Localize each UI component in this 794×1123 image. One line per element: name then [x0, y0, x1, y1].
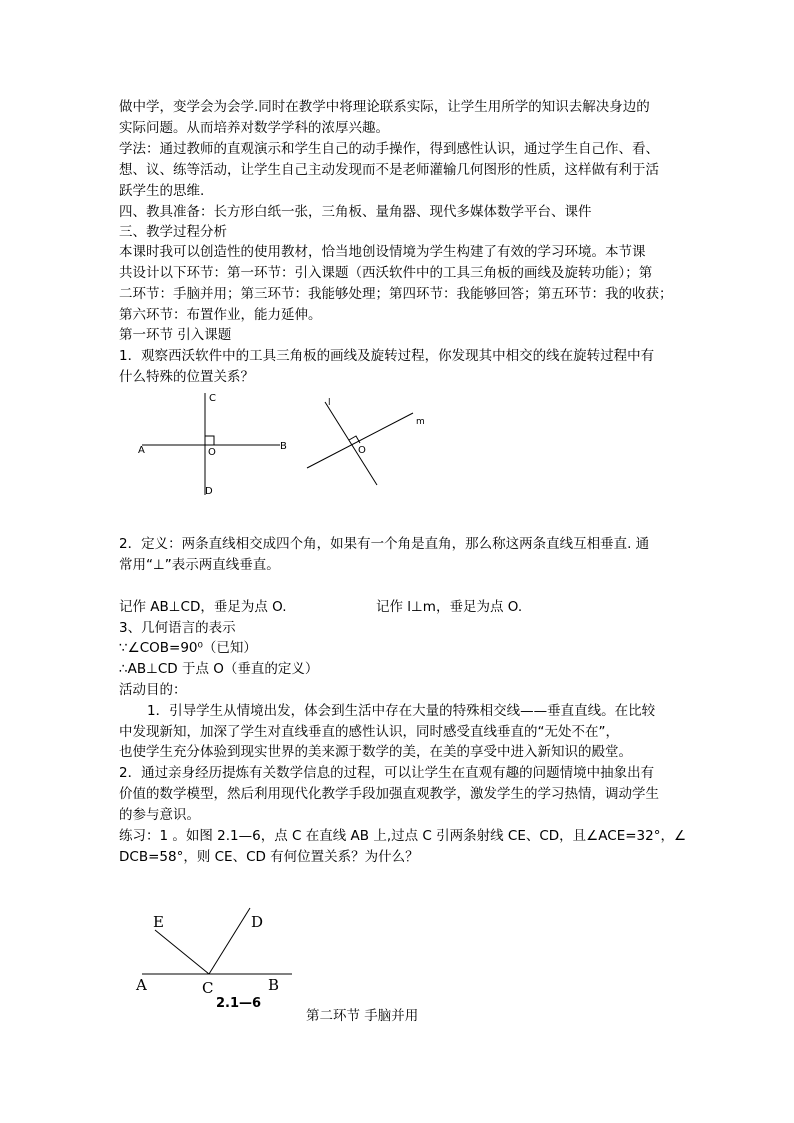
text-line: 活动目的： — [119, 682, 187, 698]
label-d: D — [205, 486, 213, 497]
text-line: 1．引导学生从情境出发，体会到生活中存在大量的特殊相交线——垂直直线。在比较 — [147, 703, 656, 719]
definition-line: 2．定义：两条直线相交成四个角，如果有一个角是直角，那么称这两条直线互相垂直. 通 — [119, 536, 650, 552]
label-c: C — [209, 393, 216, 404]
formula-line: ∴AB⊥CD 于点 O（垂直的定义） — [119, 661, 319, 677]
heading-process-analysis: 三、教学过程分析 — [119, 224, 227, 240]
text-line: 想、议、练等活动，让学生自己主动发现而不是老师灌输几何图形的性质，这样做有利于活 — [119, 162, 659, 178]
notation-ab-cd: 记作 AB⊥CD，垂足为点 O. — [119, 599, 287, 615]
figure-perpendicular-l-m — [300, 390, 435, 490]
notation-l-m: 记作 l⊥m，垂足为点 O. — [376, 599, 523, 615]
label-d: D — [251, 913, 264, 931]
text-line: 2．通过亲身经历提炼有关数学信息的过程，可以让学生在直观有趣的问题情境中抽象出有 — [119, 765, 655, 781]
exercise-line: DCB=58°，则 CE、CD 有何位置关系？为什么？ — [119, 849, 419, 865]
label-l: l — [328, 398, 331, 408]
label-c: C — [202, 979, 214, 997]
text-line: 什么特殊的位置关系？ — [119, 369, 254, 385]
text-line: 价值的数学模型，然后利用现代化教学手段加强直观教学，激发学生的学习热情，调动学生 — [119, 786, 659, 802]
label-o: O — [358, 445, 366, 456]
section-heading-2: 第二环节 手脑并用 — [306, 1008, 419, 1024]
exercise-line: 练习：1 。如图 2.1—6，点 C 在直线 AB 上,过点 C 引两条射线 CE、CD，且∠ACE=32°，∠ — [119, 828, 687, 844]
label-a: A — [138, 445, 145, 456]
heading-teaching-aids: 四、教具准备：长方形白纸一张，三角板、量角器、现代多媒体数学平台、课件 — [119, 204, 592, 220]
label-a: A — [136, 976, 147, 994]
section-heading-1: 第一环节 引入课题 — [119, 327, 232, 343]
text-line: 的参与意识。 — [119, 807, 200, 823]
text-line: 跃学生的思维. — [119, 183, 205, 199]
label-b: B — [268, 976, 280, 994]
text-line: 二环节：手脑并用；第三环节：我能够处理；第四环节：我能够回答；第五环节：我的收获； — [119, 286, 673, 302]
label-e: E — [153, 913, 164, 931]
text-line: 实际问题。从而培养对数学学科的浓厚兴趣。 — [119, 120, 389, 136]
text-line: 共设计以下环节：第一环节：引入课题（西沃软件中的工具三角板的画线及旋转功能）；第 — [119, 265, 653, 281]
label-m: m — [416, 417, 425, 427]
text-line: 第六环节：布置作业，能力延伸。 — [119, 307, 322, 323]
text-line: 也使学生充分体验到现实世界的美来源于数学的美，在美的享受中进入新知识的殿堂。 — [119, 744, 632, 760]
text-line: 中发现新知，加深了学生对直线垂直的感性认识，同时感受直线垂直的“无处不在”， — [119, 724, 619, 740]
figure-perpendicular-ab-cd — [130, 385, 300, 500]
text-line: 3、几何语言的表示 — [119, 620, 236, 636]
text-line: 本课时我可以创造性的使用教材，恰当地创设情境为学生构建了有效的学习环境。本节课 — [119, 244, 646, 260]
figure-caption: 2.1—6 — [216, 996, 262, 1011]
text-line: 学法：通过教师的直观演示和学生自己的动手操作，得到感性认识，通过学生自己作、看、 — [119, 141, 659, 157]
text-line: 做中学，变学会为会学.同时在教学中将理论联系实际，让学生用所学的知识去解决身边的 — [119, 99, 650, 115]
label-o: O — [208, 447, 216, 458]
formula-line: ∵∠COB=90⁰（已知） — [119, 640, 257, 656]
text-line: 1．观察西沃软件中的工具三角板的画线及旋转过程，你发现其中相交的线在旋转过程中有 — [119, 348, 655, 364]
label-b: B — [280, 441, 287, 452]
definition-line: 常用“⊥”表示两直线垂直。 — [119, 557, 280, 573]
